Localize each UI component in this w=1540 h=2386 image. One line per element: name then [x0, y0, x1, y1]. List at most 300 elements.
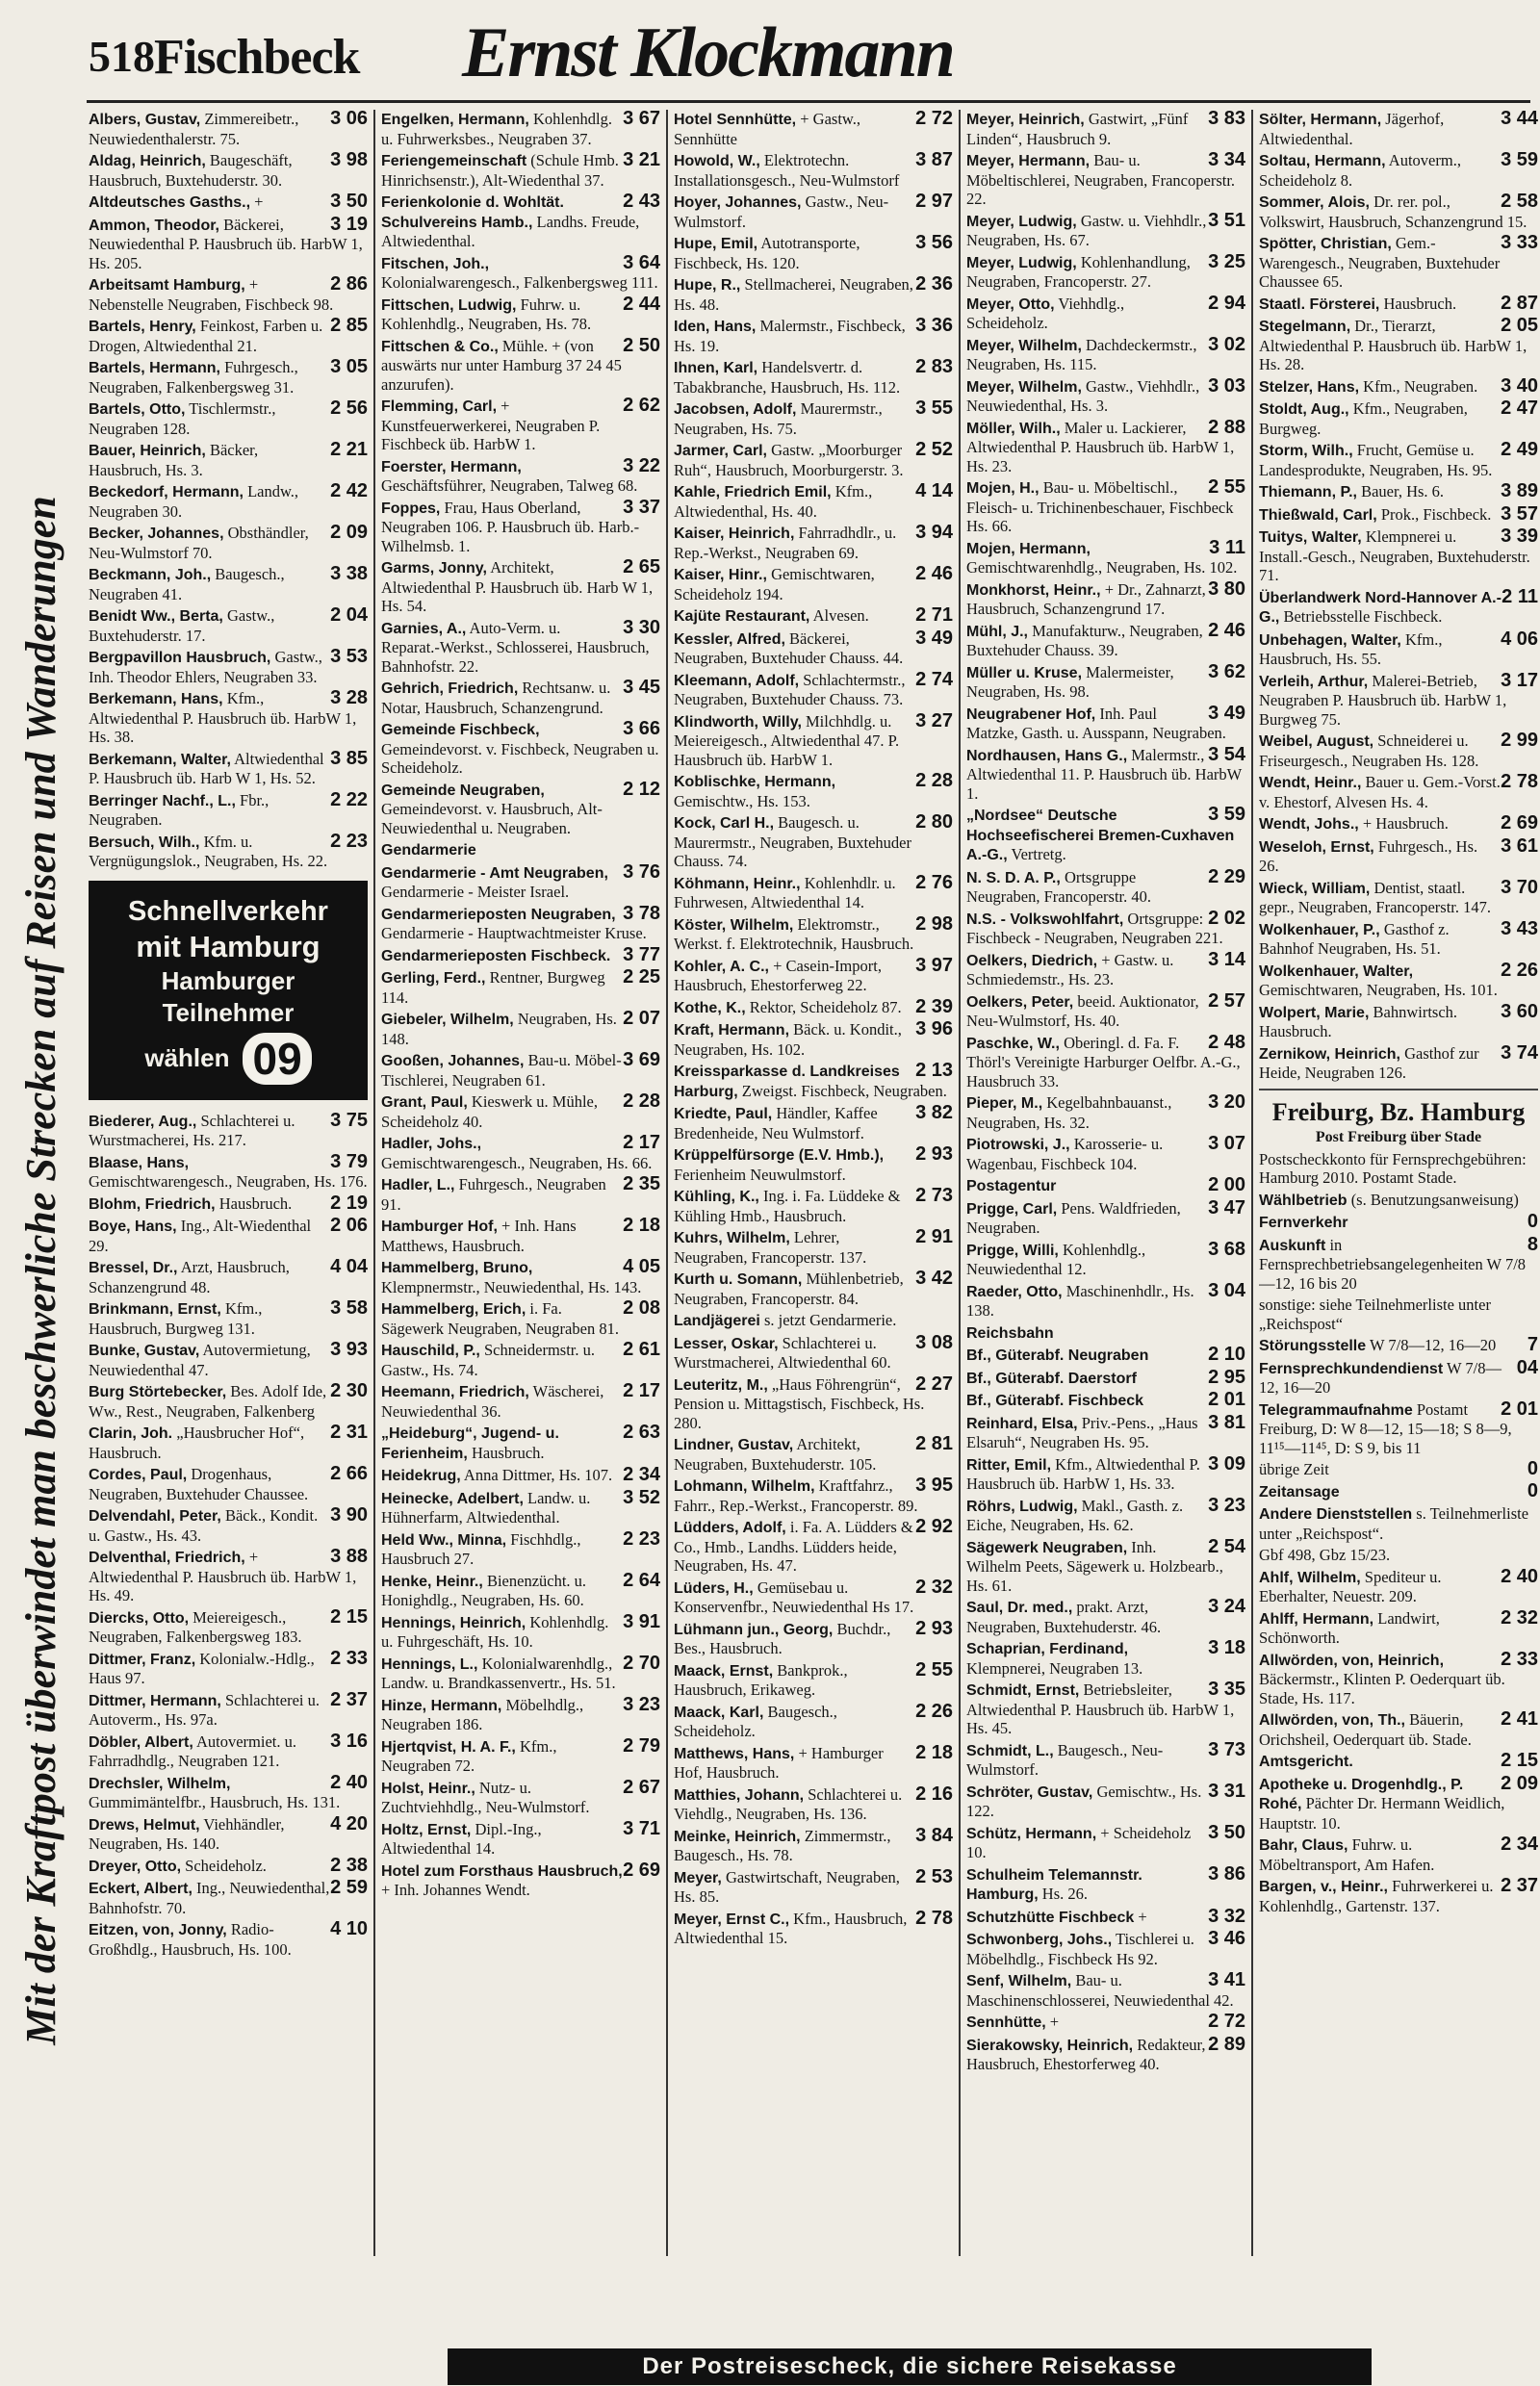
directory-entry: [89, 1771, 368, 1812]
directory-entry: [966, 374, 1245, 416]
directory-entry: [381, 251, 660, 293]
entry-description: Ing., Alt-Wiedenthal 29.: [89, 1217, 312, 1255]
entry-name: Bartels, Hermann,: [89, 360, 220, 376]
entry-description: Bäcker, Hausbruch, Hs. 3.: [89, 441, 259, 479]
directory-entry: [674, 565, 953, 603]
entry-description: + Altwiedenthal P. Hausbruch üb. HarbW 1, Hs. 49.: [89, 1548, 357, 1604]
entry-name: Grant, Paul,: [381, 1094, 468, 1111]
entry-description: Autotransporte, Fischbeck, Hs. 120.: [674, 234, 860, 272]
entry-name: Clarin, Joh.: [89, 1425, 173, 1442]
entry-phone-number: 2 43: [623, 191, 660, 212]
entry-description: übrige Zeit: [1259, 1460, 1329, 1478]
entry-name: Hotel zum Forsthaus Hausbruch,: [381, 1862, 623, 1880]
entry-description: Maurermstr., Neugraben, Hs. 75.: [674, 399, 883, 438]
directory-entry: [381, 397, 660, 454]
entry-phone-number: 2 02: [1208, 907, 1245, 929]
entry-phone-number: 2 83: [915, 356, 953, 377]
entry-name: Cordes, Paul,: [89, 1467, 188, 1483]
entry-phone-number: 3 19: [330, 213, 368, 235]
entry-name: Bergpavillon Hausbruch,: [89, 650, 271, 666]
directory-entry: [966, 1535, 1245, 1596]
directory-entry: [674, 1331, 953, 1373]
entry-description: Schneiderei u. Friseurgesch., Neugraben Hs. 128.: [1259, 731, 1479, 770]
entry-phone-number: 4 14: [915, 480, 953, 501]
entry-name: Held Ww., Minna,: [381, 1531, 507, 1549]
entry-phone-number: 3 49: [1208, 702, 1245, 724]
entry-name: Weseloh, Ernst,: [1259, 838, 1374, 856]
entry-name: Kühling, K.,: [674, 1189, 759, 1205]
directory-entry: [674, 1907, 953, 1948]
entry-phone-number: 2 18: [915, 1741, 953, 1763]
directory-entry: [89, 1854, 368, 1877]
directory-entry: [966, 1680, 1245, 1738]
entry-name: Wieck, William,: [1259, 880, 1371, 897]
entry-phone-number: 2 26: [915, 1700, 953, 1722]
entry-phone-number: 2 23: [623, 1527, 660, 1550]
entry-phone-number: 3 44: [1501, 110, 1538, 129]
entry-description: Gastw. u. Viehhdlr., Neugraben, Hs. 67.: [966, 211, 1207, 249]
directory-entry: [89, 747, 368, 788]
directory-entry: [89, 275, 368, 314]
entry-phone-number: 3 05: [330, 356, 368, 377]
entry-name: Raeder, Otto,: [966, 1283, 1063, 1300]
entry-description: Bäckerei, Neuwiedenthal P. Hausbruch üb. HarbW 1, Hs. 205.: [89, 215, 363, 272]
entry-name: Meyer,: [674, 1869, 722, 1886]
directory-entry: [89, 1217, 368, 1255]
entry-phone-number: 3 23: [623, 1693, 660, 1715]
entry-description: Zimmereibetr., Neuwiedenthalerstr. 75.: [89, 110, 299, 148]
entry-phone-number: 3 79: [330, 1150, 368, 1172]
column-divider: [1251, 110, 1253, 2256]
directory-entry: [966, 478, 1245, 536]
column-1: [89, 110, 368, 2256]
entry-name: Gehrich, Friedrich,: [381, 680, 519, 697]
entry-description: „Hausbrucher Hof“, Hausbruch.: [89, 1424, 305, 1462]
page-number: 518: [89, 32, 155, 81]
entry-name: Postagentur: [966, 1178, 1057, 1194]
directory-entry: [966, 1366, 1245, 1389]
directory-entry: [89, 689, 368, 747]
entry-description: Bäckermstr., Klinten P. Oederquart üb. Stade, Hs. 117.: [1259, 1670, 1505, 1707]
entry-name: Benidt Ww., Berta,: [89, 608, 223, 625]
entry-description: Gemischtwaren, Neugraben, Hs. 101.: [1259, 981, 1498, 999]
entry-phone-number: 2 55: [1208, 476, 1245, 498]
directory-entry: [1259, 1041, 1538, 1083]
entry-phone-number: 2 09: [330, 522, 368, 543]
directory-entry: [674, 1020, 953, 1059]
directory-entry: [89, 482, 368, 521]
entry-description: Gastwirtschaft, Neugraben, Hs. 85.: [674, 1867, 900, 1906]
entry-phone-number: 2 66: [330, 1463, 368, 1484]
entry-name: Fitschen, Joh.,: [381, 255, 490, 272]
entry-name: Oelkers, Peter,: [966, 993, 1074, 1011]
entry-name: Wolkenhauer, P.,: [1259, 921, 1380, 938]
directory-entry: [89, 110, 368, 148]
directory-entry: [89, 524, 368, 562]
entry-phone-number: 2 18: [623, 1215, 660, 1236]
entry-name: Sommer, Alois,: [1259, 194, 1370, 211]
entry-description: Bankprok., Hausbruch, Erikaweg.: [674, 1660, 848, 1699]
directory-entry: [966, 1411, 1245, 1452]
entry-phone-number: 3 30: [623, 616, 660, 638]
entry-description: Rechtsanw. u. Notar, Hausbruch, Schanzengrund.: [381, 679, 611, 717]
entry-description: Rektor, Scheideholz 87.: [749, 997, 902, 1016]
entry-description: Scheideholz.: [185, 1856, 267, 1875]
entry-description: Buchdr., Bes., Hausbruch.: [674, 1619, 891, 1657]
entry-description: Hausbruch.: [471, 1443, 545, 1462]
entry-description: Zweigst. Fischbeck, Neugraben.: [741, 1081, 947, 1100]
entry-description: Ing. i. Fa. Lüddeke & Kühling Hmb., Hausbruch.: [674, 1187, 901, 1225]
directory-entry: [89, 1109, 368, 1150]
entry-description: Obsthändler, Neu-Wulmstorf 70.: [89, 524, 309, 562]
directory-entry: [381, 1175, 660, 1214]
entry-phone-number: 0: [1527, 1479, 1538, 1501]
entry-name: Gooßen, Johannes,: [381, 1053, 525, 1069]
entry-phone-number: 2 69: [1501, 812, 1538, 834]
entry-description: Gastw., Inh. Theodor Ehlers, Neugraben 33.: [89, 648, 322, 686]
entry-name: Lühmann jun., Georg,: [674, 1621, 834, 1638]
entry-name: Hamburger Hof,: [381, 1219, 498, 1235]
entry-phone-number: 2 91: [915, 1226, 953, 1247]
entry-phone-number: 3 93: [330, 1339, 368, 1360]
entry-name: Amtsgericht.: [1259, 1754, 1353, 1770]
entry-description: Rentner, Burgweg 114.: [381, 968, 605, 1007]
directory-entry: [1259, 1213, 1538, 1233]
entry-name: Brinkmann, Ernst,: [89, 1301, 221, 1318]
entry-name: Fernsprechkundendienst: [1259, 1360, 1444, 1377]
directory-entry: [674, 441, 953, 479]
entry-description: Inh. Paul Matzke, Gasth. u. Ausspann, Neugraben.: [966, 704, 1226, 742]
directory-entry: [966, 110, 1245, 148]
entry-description: Gem.-Warengesch., Neugraben, Buxtehuder Chaussee 65.: [1259, 234, 1501, 291]
entry-phone-number: 2 16: [915, 1783, 953, 1805]
entry-description: (Schule Hmb. Hinrichsenstr.), Alt-Wiedenthal 37.: [381, 151, 619, 190]
directory-entry: [1259, 1606, 1538, 1648]
entry-description: Fuhrw. u. Möbeltransport, Am Hafen.: [1259, 1835, 1435, 1874]
entry-phone-number: 2 35: [623, 1173, 660, 1194]
directory-entry: [89, 1382, 368, 1421]
directory-entry: [381, 558, 660, 616]
directory-entry: [1259, 1336, 1538, 1356]
entry-description: + Casein-Import, Hausbruch, Ehestorferweg 22.: [674, 956, 882, 994]
entry-phone-number: 2 32: [1501, 1606, 1538, 1629]
entry-description: Geschäftsführer, Neugraben, Talweg 68.: [381, 476, 638, 495]
directory-entry: [1259, 110, 1538, 148]
directory-entry: [966, 619, 1245, 660]
entry-description: i. Fa. Sägewerk Neugraben, Neugraben 81.: [381, 1299, 619, 1338]
directory-entry: [381, 616, 660, 677]
directory-entry: [966, 865, 1245, 907]
entry-phone-number: 2 08: [623, 1297, 660, 1319]
entry-phone-number: 2 87: [1501, 292, 1538, 314]
directory-entry: [89, 317, 368, 355]
entry-description: (s. Benutzungsanweisung): [1350, 1190, 1519, 1209]
directory-entry: [1259, 502, 1538, 526]
entry-description: Frucht, Gemüse u. Landesprodukte, Neugraben, Hs. 95.: [1259, 441, 1493, 479]
directory-entry: [89, 1341, 368, 1379]
directory-entry: [966, 1452, 1245, 1494]
entry-description: Viehhdlg., Scheideholz.: [966, 294, 1125, 332]
entry-name: Kahle, Friedrich Emil,: [674, 484, 832, 500]
directory-entry: [966, 1176, 1245, 1196]
entry-phone-number: 3 33: [1501, 232, 1538, 253]
directory-entry: [674, 1518, 953, 1576]
entry-description: i. Fa. A. Lüdders & Co., Hmb., Landhs. Lüdders heide, Neugraben, Hs. 47.: [674, 1518, 913, 1575]
entry-phone-number: 2 36: [915, 273, 953, 295]
entry-phone-number: 2 15: [330, 1605, 368, 1628]
directory-entry: [1259, 399, 1538, 438]
entry-phone-number: 2 71: [915, 604, 953, 626]
entry-description: Baugesch. u. Maurermstr., Neugraben, Buxtehuder Chauss. 74.: [674, 813, 911, 870]
column-2-entries: [381, 110, 660, 1900]
entry-name: Lüdders, Adolf,: [674, 1520, 786, 1536]
directory-entry: [1259, 151, 1538, 190]
entry-description: Hausbruch.: [218, 1193, 293, 1213]
entry-name: Foerster, Hermann,: [381, 458, 522, 475]
entry-name: Koblischke, Hermann,: [674, 774, 836, 790]
entry-phone-number: 3 32: [1208, 1905, 1245, 1927]
entry-description: Malermstr., Altwiedenthal 11. P. Hausbruch üb. HarbW 1.: [966, 745, 1242, 803]
entry-phone-number: 2 42: [330, 480, 368, 501]
entry-description: Dentist, staatl. gepr., Neugraben, Francoperstr. 147.: [1259, 878, 1492, 916]
entry-name: Hotel Sennhütte,: [674, 112, 797, 128]
entry-name: Ahlff, Hermann,: [1259, 1610, 1374, 1628]
entry-name: Kessler, Alfred,: [674, 630, 785, 648]
directory-entry: [1259, 1191, 1538, 1211]
directory-entry: [674, 482, 953, 521]
entry-phone-number: 2 41: [1501, 1708, 1538, 1730]
entry-name: Kohler, A. C.,: [674, 958, 769, 975]
entry-phone-number: 3 38: [330, 563, 368, 584]
entry-name: „Nordsee“ Deutsche Hochseefischerei Bremen-Cuxhaven A.-G.,: [966, 808, 1235, 863]
entry-description: Betriebsleiter, Altwiedenthal P. Hausbruch üb. HarbW 1, Hs. 45.: [966, 1680, 1235, 1737]
entry-phone-number: 2 85: [330, 315, 368, 336]
entry-description: +: [1049, 2013, 1060, 2031]
header-logo: Ernst Klockmann: [462, 13, 954, 92]
entry-name: Zernikow, Heinrich,: [1259, 1045, 1400, 1063]
entry-description: beeid. Auktionator, Neu-Wulmstorf, Hs. 40.: [966, 991, 1199, 1030]
entry-name: Bressel, Dr.,: [89, 1260, 178, 1276]
entry-description: Kfm., Hausbruch, Hs. 55.: [1259, 629, 1443, 668]
directory-entry: [966, 1738, 1245, 1780]
entry-name: Garnies, A.,: [381, 620, 467, 637]
entry-name: Tuitys, Walter,: [1259, 529, 1362, 546]
entry-name: Aldag, Heinrich,: [89, 153, 206, 169]
directory-entry: [1259, 292, 1538, 315]
entry-name: Giebeler, Wilhelm,: [381, 1012, 514, 1028]
advert-line-4: Teilnehmer: [162, 997, 295, 1027]
directory-entry: [966, 2033, 1245, 2074]
entry-name: Feriengemeinschaft: [381, 153, 527, 169]
entry-description: Milchhdlg. u. Meiereigesch., Altwiedenthal 47. P. Hausbruch üb. HarbW 1.: [674, 711, 900, 769]
entry-name: Bartels, Otto,: [89, 401, 186, 418]
directory-entry: [381, 192, 660, 251]
entry-name: Gemeinde Neugraben,: [381, 782, 545, 799]
entry-name: Delventhal, Friedrich,: [89, 1550, 245, 1566]
entry-phone-number: 3 14: [1208, 948, 1245, 970]
entry-name: Dittmer, Franz,: [89, 1651, 196, 1668]
entry-description: Postscheckkonto für Fernsprechgebühren: Hamburg 2010. Postamt Stade.: [1259, 1149, 1527, 1187]
entry-phone-number: 3 57: [1501, 502, 1538, 525]
directory-entry: [1259, 441, 1538, 479]
directory-entry: [966, 989, 1245, 1031]
entry-name: Flemming, Carl,: [381, 398, 498, 415]
directory-entry: [674, 1700, 953, 1741]
entry-description: Kieswerk u. Mühle, Scheideholz 40.: [381, 1092, 598, 1131]
entry-name: Wolkenhauer, Walter,: [1259, 962, 1414, 980]
entry-phone-number: 3 55: [915, 398, 953, 419]
entry-name: Ammon, Theodor,: [89, 217, 219, 234]
entry-name: Wendt, Heinr.,: [1259, 775, 1362, 791]
advert-line-2: mit Hamburg: [136, 929, 321, 963]
entry-name: Verleih, Arthur,: [1259, 673, 1369, 690]
entry-phone-number: 3 36: [915, 315, 953, 336]
entry-name: Stelzer, Hans,: [1259, 378, 1360, 396]
entry-phone-number: 3 54: [1208, 743, 1245, 765]
entry-description: Spediteur u. Eberhalter, Neuestr. 209.: [1259, 1567, 1442, 1605]
entry-phone-number: 2 57: [1208, 989, 1245, 1012]
entry-description: Malerei-Betrieb, Neugraben P. Hausbruch üb. HarbW 1, Burgweg 75.: [1259, 671, 1507, 729]
entry-name: Dittmer, Hermann,: [89, 1692, 221, 1709]
entry-description: Bau- u. Möbeltischl., Fleisch- u. Trichinenbeschauer, Fischbeck Hs. 66.: [966, 478, 1234, 535]
entry-name: Neugrabener Hof,: [966, 706, 1096, 723]
entry-description: Inh. Wilhelm Peets, Sägewerk u. Holzbearb., Hs. 61.: [966, 1537, 1223, 1595]
entry-description: Möbelhdlg., Neugraben 186.: [381, 1695, 584, 1733]
entry-phone-number: 2 01: [1501, 1398, 1538, 1420]
entry-name: Bersuch, Wilh.,: [89, 834, 200, 851]
entry-description: Schlachterei u. Wurstmacherei, Altwiedenthal 60.: [674, 1333, 891, 1372]
directory-entry: [1259, 773, 1538, 811]
entry-description: Bäckerei, Neugraben, Buxtehuder Chauss. 44.: [674, 629, 904, 667]
entry-name: Beckedorf, Hermann,: [89, 484, 244, 500]
entry-phone-number: 3 23: [1208, 1494, 1245, 1516]
directory-entry: [381, 968, 660, 1007]
entry-description: Gemischtwaren, Scheideholz 194.: [674, 565, 875, 603]
directory-entry: [1259, 834, 1538, 876]
entry-description: Malermeister, Neugraben, Hs. 98.: [966, 662, 1174, 701]
entry-description: Neugraben, Hs. 148.: [381, 1010, 617, 1048]
entry-name: Hadler, L.,: [381, 1177, 455, 1193]
directory-entry: [966, 1238, 1245, 1279]
entry-name: Mojen, Hermann,: [966, 540, 1091, 557]
entry-description: Bauer u. Gem.-Vorst. v. Ehestorf, Alvesen Hs. 4.: [1259, 773, 1501, 811]
entry-name: Dreyer, Otto,: [89, 1858, 182, 1875]
directory-entry: [674, 995, 953, 1018]
entry-phone-number: 2 62: [623, 395, 660, 416]
directory-entry: [674, 1187, 953, 1225]
directory-entry: [674, 524, 953, 562]
entry-name: Schmidt, Ernst,: [966, 1682, 1080, 1699]
entry-phone-number: 2 93: [915, 1617, 953, 1639]
directory-entry: [89, 1647, 368, 1688]
directory-entry: [1259, 1479, 1538, 1502]
directory-entry: [966, 702, 1245, 743]
entry-description: Kfm., Altwiedenthal, Hs. 40.: [674, 482, 873, 521]
entry-description: Kohlenhandlung, Neugraben, Francoperstr. 27.: [966, 252, 1191, 291]
entry-description: Ing., Neuwiedenthal, Bahnhofstr. 70.: [89, 1879, 330, 1917]
directory-entry: [1259, 1752, 1538, 1772]
directory-entry: [89, 1812, 368, 1854]
entry-phone-number: 3 43: [1501, 917, 1538, 939]
directory-entry: [89, 1424, 368, 1462]
entry-name: Albers, Gustav,: [89, 112, 201, 128]
entry-phone-number: 2 01: [1208, 1389, 1245, 1410]
entry-phone-number: 3 62: [1208, 660, 1245, 682]
entry-phone-number: 3 76: [623, 860, 660, 883]
entry-description: Gastw., Buxtehuderstr. 17.: [89, 606, 275, 645]
entry-name: Schütz, Hermann,: [966, 1825, 1097, 1842]
entry-name: Mühl, J.,: [966, 623, 1028, 640]
entry-description: Vertretg.: [1011, 845, 1066, 863]
directory-entry: [966, 2013, 1245, 2033]
entry-phone-number: 2 89: [1208, 2033, 1245, 2055]
directory-entry: [1259, 1233, 1538, 1294]
entry-name: Andere Dienststellen: [1259, 1506, 1413, 1523]
entry-name: Hupe, R.,: [674, 277, 741, 294]
entry-description: Kfm., Altwiedenthal P. Hausbruch üb. HarbW 1, Hs. 33.: [966, 1454, 1200, 1493]
entry-description: Arzt, Hausbruch, Schanzengrund 48.: [89, 1258, 290, 1296]
entry-name: Hjertqvist, H. A. F.,: [381, 1738, 516, 1756]
entry-description: Bäck. u. Kondit., Neugraben, Hs. 102.: [674, 1020, 902, 1059]
entry-phone-number: 3 49: [915, 627, 953, 649]
entry-name: Lüders, H.,: [674, 1579, 754, 1597]
directory-entry: [1259, 1546, 1538, 1565]
entry-name: Arbeitsamt Hamburg,: [89, 277, 245, 294]
entry-name: Maack, Ernst,: [674, 1662, 774, 1680]
entry-phone-number: 3 46: [1208, 1928, 1245, 1949]
entry-phone-number: 2 76: [915, 871, 953, 893]
entry-description: Gastw., Neu-Wulmstorf.: [674, 192, 889, 231]
entry-description: Ortsgruppe: Fischbeck - Neugraben, Neugraben 221.: [966, 909, 1223, 947]
entry-name: Kriedte, Paul,: [674, 1106, 773, 1122]
directory-entry: [89, 648, 368, 686]
entry-phone-number: 3 59: [1208, 804, 1245, 825]
entry-description: Fahrradhdlr., u. Rep.-Werkst., Neugraben 69.: [674, 524, 897, 562]
directory-entry: [89, 192, 368, 213]
entry-phone-number: 2 93: [915, 1143, 953, 1165]
entry-name: Müller u. Kruse,: [966, 664, 1083, 681]
directory-entry: [381, 1486, 660, 1527]
entry-name: Drews, Helmut,: [89, 1816, 200, 1834]
entry-phone-number: 2 72: [1208, 2011, 1245, 2032]
column-1-entries-top: [89, 110, 368, 871]
entry-description: Ortsgruppe Neugraben, Francoperstr. 40.: [966, 867, 1151, 906]
entry-phone-number: 2 48: [1208, 1031, 1245, 1053]
entry-phone-number: 2 56: [330, 398, 368, 419]
entry-name: Storm, Wilh.,: [1259, 443, 1353, 459]
entry-name: Meyer, Ludwig,: [966, 254, 1077, 271]
directory-entry: [1259, 1565, 1538, 1606]
directory-entry: [966, 1905, 1245, 1928]
entry-phone-number: 3 73: [1208, 1738, 1245, 1760]
entry-name: Sennhütte,: [966, 2014, 1046, 2031]
entry-description: Kfm., Hausbruch, Burgweg 131.: [89, 1299, 263, 1338]
entry-name: Howold, W.,: [674, 153, 760, 169]
directory-entry: [966, 1135, 1245, 1173]
directory-entry: [674, 275, 953, 314]
entry-name: Prigge, Willi,: [966, 1242, 1059, 1259]
entry-description: + Kunstfeuerwerkerei, Neugraben P. Fischbeck üb. HarbW 1.: [381, 397, 601, 453]
entry-name: Köhmann, Heinr.,: [674, 875, 801, 892]
entry-name: Oelkers, Diedrich,: [966, 952, 1098, 969]
directory-entry: [674, 629, 953, 668]
entry-name: Meyer, Wilhelm,: [966, 378, 1082, 396]
entry-phone-number: 3 50: [1208, 1821, 1245, 1843]
entry-phone-number: 2 64: [623, 1569, 660, 1591]
directory-entry: [381, 1299, 660, 1338]
directory-entry: [966, 1391, 1245, 1411]
entry-phone-number: 2 54: [1208, 1535, 1245, 1557]
